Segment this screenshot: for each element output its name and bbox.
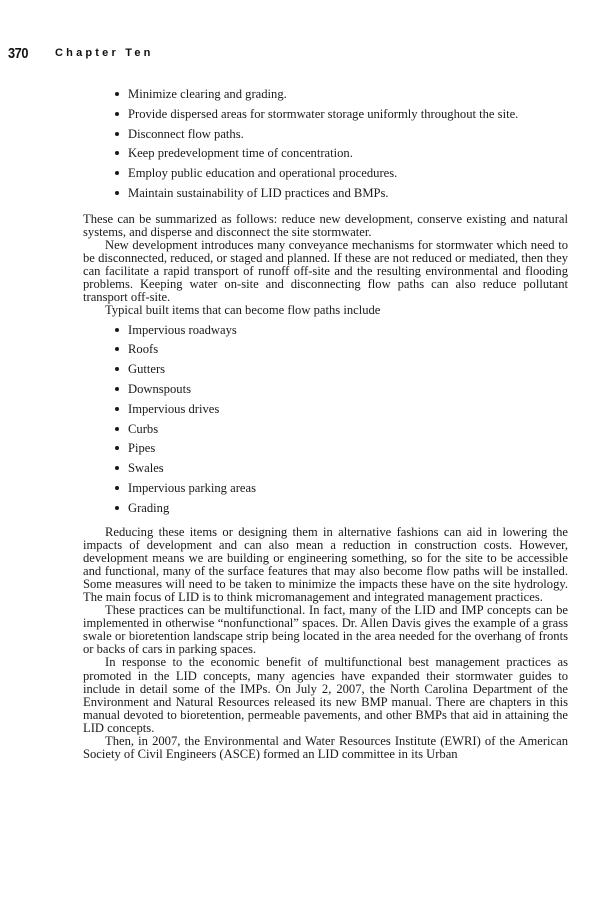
list-item: Disconnect flow paths. [83,126,568,146]
list-item: Employ public education and operational procedures. [83,165,568,185]
paragraph: Then, in 2007, the Environmental and Water Resources Institute (EWRI) of the American Society of Civil Engineers (ASCE) formed an LID committee in its Urban [83,734,568,762]
page-number: 370 [8,45,29,62]
list-item: Pipes [83,440,568,460]
list-item: Swales [83,460,568,480]
list-item: Impervious drives [83,401,568,421]
bullet-icon [115,506,119,510]
bullet-icon [115,466,119,470]
flow-path-items-list [83,322,568,520]
paragraph: Typical built items that can become flow paths include [105,303,381,318]
list-item: Keep predevelopment time of concentration. [83,145,568,165]
bullet-icon [115,407,119,411]
paragraph: In response to the economic benefit of multifunctional best management practices as promoted in the LID concepts, many agencies have expanded their stormwater guides to include in detail some of the IMPs. On July 2, 2007, the North Carolina Department of the Environment and Natural Resources released its new BMP manual. There are chapters in this manual devoted to bioretention, permeable pavements, and other BMPs that aid in attaining the LID concepts. [83,655,568,735]
paragraph: Reducing these items or designing them in alternative fashions can aid in lowering the impacts of development and can also mean a reduction in construction costs. However, development means we are building or engineering something, so for the site to be accessible and functional, many of the surface features that may also become flow paths will be installed. Some measures will need to be taken to minimize the impacts these have on the site hydrology. The main focus of LID is to think micromanagement and integrated management practices. [83,524,568,604]
bullet-icon [115,387,119,391]
bullet-icon [115,92,119,96]
paragraph: These can be summarized as follows: reduce new development, conserve existing and natural systems, and disperse and disconnect the site stormwater. [83,211,568,239]
bullet-icon [115,446,119,450]
bullet-icon [115,367,119,371]
list-item: Minimize clearing and grading. [83,86,568,106]
chapter-title: Chapter Ten [55,47,154,59]
lid-principles-list [83,86,568,205]
bullet-icon [115,427,119,431]
bullet-icon [115,486,119,490]
list-item: Downspouts [83,381,568,401]
list-item: Grading [83,500,568,520]
bullet-icon [115,112,119,116]
list-item: Gutters [83,361,568,381]
bullet-icon [115,191,119,195]
bullet-icon [115,328,119,332]
list-item: Provide dispersed areas for stormwater storage uniformly throughout the site. [83,106,568,126]
bullet-icon [115,132,119,136]
list-item: Maintain sustainability of LID practices and BMPs. [83,185,568,205]
paragraph: New development introduces many conveyance mechanisms for stormwater which need to be disconnected, reduced, or staged and planned. If these are not reduced or mediated, then they can facilitate a rapid transport of runoff off-site and the resulting environmental and flooding problems. Keeping water on-site and disconnecting flow paths can also reduce pollutant transport off-site. [83,237,568,305]
paragraph: These practices can be multifunctional. In fact, many of the LID and IMP concepts can be implemented in otherwise “nonfunctional” spaces. Dr. Allen Davis gives the example of a grass swale or bioretention landscape strip being located in the area needed for the overhang of fronts or backs of cars in parking spaces. [83,603,568,657]
bullet-icon [115,151,119,155]
list-item: Impervious roadways [83,322,568,342]
list-item: Curbs [83,421,568,441]
bullet-icon [115,347,119,351]
list-item: Impervious parking areas [83,480,568,500]
list-item: Roofs [83,341,568,361]
page-body [83,86,568,761]
bullet-icon [115,171,119,175]
